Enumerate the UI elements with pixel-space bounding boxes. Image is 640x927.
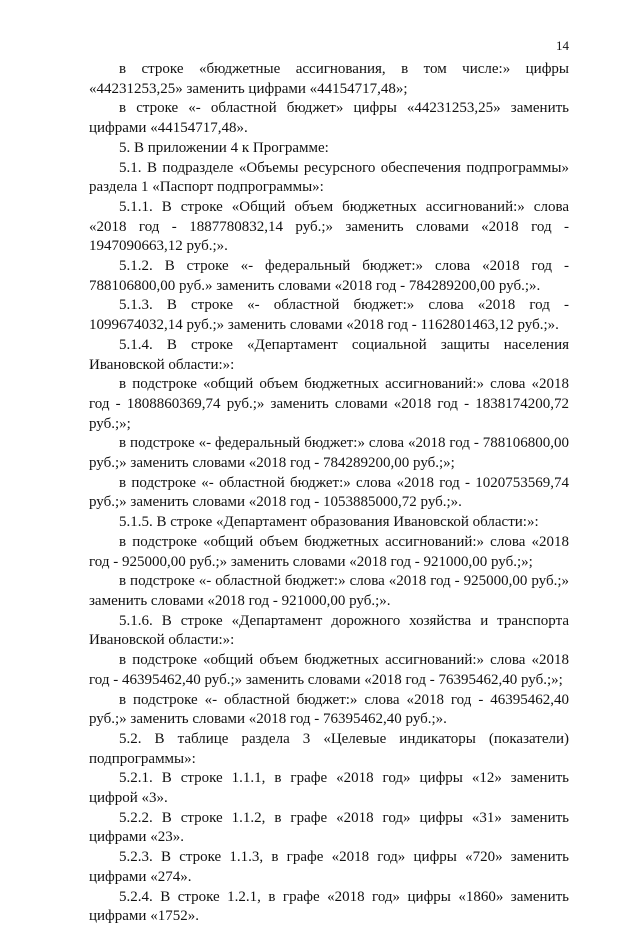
paragraph: в подстроке «общий объем бюджетных ассигнований:» слова «2018 год - 925000,00 руб.;» заменить словами «2018 год - 921000,00 руб.;»; (89, 533, 569, 570)
paragraph: 5.1.6. В строке «Департамент дорожного хозяйства и транспорта Ивановской области:»: (89, 612, 569, 649)
paragraph: в подстроке «- областной бюджет:» слова «2018 год - 925000,00 руб.;» заменить словами «2018 год - 921000,00 руб.;». (89, 573, 569, 609)
paragraph: в подстроке «общий объем бюджетных ассигнований:» слова «2018 год - 46395462,40 руб.;» заменить словами «2018 год - 76395462,40 руб.;»; (89, 652, 569, 688)
paragraph: 5.1.4. В строке «Департамент социальной защиты населения Ивановской области:»: (89, 336, 569, 373)
paragraph: в подстроке «общий объем бюджетных ассигнований:» слова «2018 год - 1808860369,74 руб.;» заменить словами «2018 год - 1838174200,72 руб.;»; (89, 376, 569, 432)
paragraph: в строке «- областной бюджет» цифры «44231253,25» заменить цифрами «44154717,48». (89, 100, 569, 137)
paragraph: в подстроке «- областной бюджет:» слова «2018 год - 46395462,40 руб.;» заменить словами «2018 год - 76395462,40 руб.;». (89, 691, 569, 728)
paragraph: 5.1.1. В строке «Общий объем бюджетных ассигнований:» слова «2018 год - 1887780832,14 руб.;» заменить словами «2018 год - 1947090663,12 руб.;». (89, 198, 569, 255)
paragraph: 5.1.2. В строке «- федеральный бюджет:» слова «2018 год - 788106800,00 руб.» заменить словами «2018 год - 784289200,00 руб.;». (89, 258, 569, 294)
paragraph: 5.2. В таблице раздела 3 «Целевые индикаторы (показатели) подпрограммы»: (89, 730, 569, 767)
paragraph: 5.2.1. В строке 1.1.1, в графе «2018 год» цифры «12» заменить цифрой «3». (89, 770, 569, 807)
paragraph: в подстроке «- федеральный бюджет:» слова «2018 год - 788106800,00 руб.;» заменить словами «2018 год - 784289200,00 руб.;»; (89, 435, 569, 472)
paragraph: в подстроке «- областной бюджет:» слова «2018 год - 1020753569,74 руб.;» заменить словами «2018 год - 1053885000,72 руб.;». (89, 474, 569, 511)
paragraph: 5.1.3. В строке «- областной бюджет:» слова «2018 год - 1099674032,14 руб.;» заменить словами «2018 год - 1162801463,12 руб.;». (89, 297, 569, 334)
paragraph: 5.1. В подразделе «Объемы ресурсного обеспечения подпрограммы» раздела 1 «Паспорт подпрограммы»: (89, 159, 569, 196)
page-number: 14 (556, 38, 569, 53)
paragraph: 5.2.3. В строке 1.1.3, в графе «2018 год» цифры «720» заменить цифрами «274». (89, 849, 569, 885)
paragraph: 5.2.2. В строке 1.1.2, в графе «2018 год» цифры «31» заменить цифрами «23». (89, 809, 569, 846)
paragraph: 5. В приложении 4 к Программе: (119, 139, 329, 156)
paragraph: 5.1.5. В строке «Департамент образования Ивановской области:»: (119, 514, 539, 531)
paragraph: в строке «бюджетные ассигнования, в том числе:» цифры «44231253,25» заменить цифрами «44154717,48»; (89, 61, 569, 97)
document-body (89, 60, 569, 927)
paragraph: 5.2.4. В строке 1.2.1, в графе «2018 год» цифры «1860» заменить цифрами «1752». (89, 888, 569, 925)
